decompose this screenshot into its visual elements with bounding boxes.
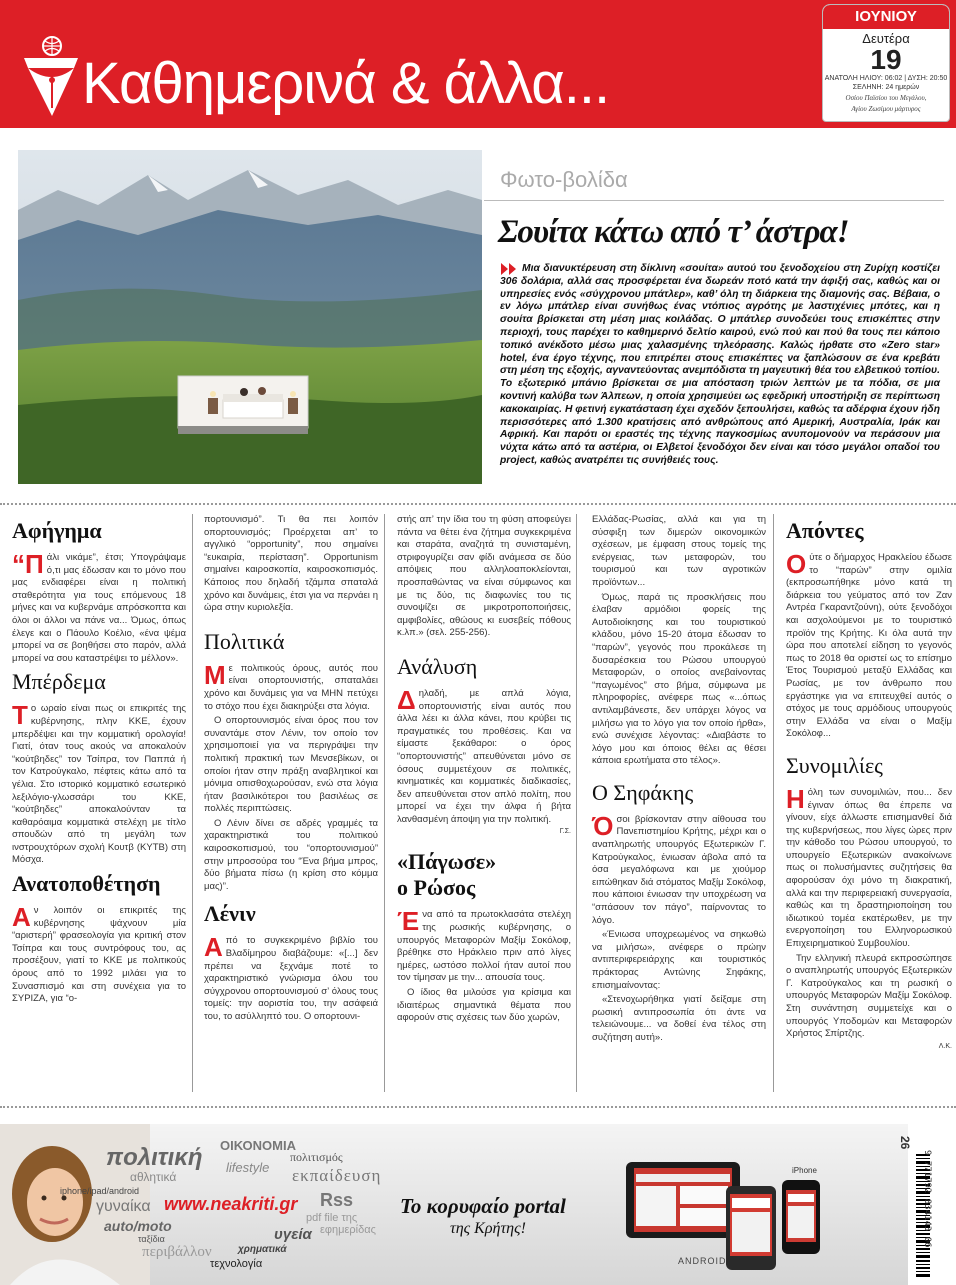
column-rule [773,514,774,1092]
section-divider [0,1106,956,1108]
ad-word: πολιτική [106,1144,203,1171]
ad-word: πολιτισμός [290,1150,343,1164]
article-paragraph: ύτε ο δήμαρχος Ηρακλείου έδωσε το “παρών” στην ομιλία (εκπροσωπήθηκε μόνο κατά τη διάρκεια του γεύματος από τον Ζαν Αντρέα Γκαραντζούνη), ούτε ξενοδόχοι και ασχολούμενοι με το τουριστικό προϊόν της Κρήτης. Κι όλα αυτά την ώρα που αποτελεί είδηση το γεγονός πως το 2018 θα οριστεί ως το επίσημο Έτος Τουρισμού μεταξύ Ελλάδας και Ρωσίας, με τον άνθρωπο που εργάστηκε για να επιτευχθεί αυτός ο στόχος με τους αρμόδιους υπουργούς στην Ελλάδα να είναι ο Μαξίμ Σοκόλοφ... [786,552,952,740]
section-heading: Συνομιλίες [786,752,883,778]
drop-cap: Έ [397,906,420,937]
pen-globe-logo-icon [20,36,80,118]
drop-cap: Μ [204,659,226,690]
article-paragraph: Ο ίδιος θα μιλούσε για κρίσιμα και ιδιαιτέρως σημαντικά θέματα που αφορούν στις σχέσεις των δύο χωρών, [397,987,571,1024]
calendar-month: ΙΟΥΝΙΟΥ [823,5,949,29]
section-heading: Απόντες [786,518,864,543]
column-rule [576,514,577,1092]
section-divider [0,503,956,505]
masthead-bar [0,0,956,128]
article-paragraph: Όμως, παρά τις προσκλήσεις που έλαβαν αρμόδιοι φορείς της Αυτοδιοίκησης και του τουριστικού κλάδου, μόνο 15-20 άτομα έδωσαν το “παρών”, γεγονός που προκάλεσε τη δυσαρέσκεια του Ρώσου υπουργού Μεταφορών, ο οποίος ανεβαίνοντας “παγωμένος” στο βήμα, σύμφωνα με πληροφορίες, ανέφερε πως «...όπως αντιλαμβάνεστε, δεν υπάρχει λόγος να μιλήσω για το λόγο για τον οποίο ήρθα», ενώ συνέχισε λέγοντας: «Διαβάστε το λόγο μου και όποιος θέλει ας θέσει κάποια ερωτήματα στο τέλος». [592,591,766,767]
article-paragraph: ν λοιπόν οι επικριτές της κυβέρνησης ψάχνουν μία “αριστερή” φρασεολογία για κριτική στον Τσίπρα και τους συντρόφους του, ας προσέξουν, γιατί το ΚΚΕ με πολιτικούς όρους από το 1992 μιλάει για το Συνασπισμό και στη συνέχεια για το ΣΥΡΙΖΑ, για “ο- [12,905,186,1005]
section-heading: ο Ρώσος [397,875,476,901]
ad-word: περιβάλλον [142,1244,212,1260]
article-paragraph: στής απ’ την ίδια του τη φύση αποφεύγει πάντα να θέτει ένα ζήτημα συγκεκριμένα και σταράτα, αναζητά τη συνισταμένη, στριφογυρίζει σαν φίδι ανάμεσα σε δύο απόψεις που αλληλοαποκλείονται, προσπαθώντας να είναι σύμφωνος και με τις δύο, τις διαφωνίες του τις συνοψίζει σε μικροτροποποιήσεις, αμφιβολίες, αθώους κι ευσεβείς πόθους κ.λπ.» (σελ. 255-256). [397,514,571,639]
drop-cap: Δ [397,684,416,715]
ad-slogan: της Κρήτης! [450,1220,526,1237]
article-paragraph: όλη των συνομιλιών, που... δεν έγιναν όπως θα έπρεπε να γίνουν, είχε άλλωστε επισημανθεί διά της κυβερνήσεως, που λίγες ώρες πριν την κάθοδο του Ρώσου υπουργού, το υπουργείο Εξωτερικών ανακοίνωνε πως οι πολυσήμαντες συζητήσεις θα αφορούσαν όχι μόνο τη διακρατική, αλλά και την περιφερειακή συνεργασία, καθώς και τη δραστηριοποίηση του ιδιωτικού τομέα εκατέρωθεν, με την ενεργοποίηση του Ελληνορωσικού Επιχειρηματικού Συμβουλίου. [786,786,952,950]
section-heading: Μπέρδεμα [12,669,106,695]
ad-slogan: Το κορυφαίο portal [400,1194,566,1218]
ad-word: γυναίκα [96,1198,151,1215]
section-heading: «Πάγωσε» [397,849,497,875]
feature-photo [18,150,482,484]
calendar-moon: ΣΕΛΗΝΗ: 24 ημερών [852,84,920,91]
ad-word: ΟΙΚΟΝΟΜΙΑ [220,1138,296,1153]
ad-word: εφημερίδας [320,1224,376,1236]
section-heading: Πολιτικά [204,628,285,654]
section-heading: Ανατοποθέτηση [12,871,161,897]
calendar-saints-1: Οσίου Παϊσίου του Μεγάλου, [845,94,927,102]
ad-url[interactable]: www.neakriti.gr [164,1194,298,1214]
drop-cap: Ό [592,810,614,841]
feature-rule [484,200,944,201]
ad-word: εκπαίδευση [292,1166,382,1185]
column-1 [12,514,186,1094]
section-heading: Ο Σηφάκης [592,779,694,805]
article-paragraph: ηλαδή, με απλά λόγια, οπορτουνιστής είναι αυτός που άλλα λέει κι άλλα κάνει, που κρύβει τις πραγματικές του προθέσεις. Και να είμαστε ξεκάθαροι: ο όρος “οπορτουνιστής” απευθύνεται μόνο σε όσους συμμετέχουν σε πολιτικές, κινηματικές και κομματικές διαδικασίες, δεν απευθύνεται στον απλό πολίτη, που μπορεί να έχει την άλφα ή βήτα λανθασμένη άποψη για την πολιτική. [397,687,571,825]
column-rule [384,514,385,1092]
article-paragraph: σοι βρίσκονταν στην αίθουσα του Πανεπιστημίου Κρήτης, μέχρι και ο αναπληρωτής υπουργός Εξωτερικών Γ. Κατρούγκαλος, ένιωσαν άβολα από τα όσα μεγαλόφωνα και με χιούμορ ειπώθηκαν διά στόματος Μαξίμ Σοκόλοφ, που κάποιοι ένιωσαν την υποχρέωση να “σπάσουν τον πάγο”, παίρνοντας το λόγο. [592,813,766,926]
column-5 [786,514,952,1094]
article-paragraph: πορτουνισμό”. Τι θα πει λοιπόν οπορτουνισμός; Προέρχεται απ’ το αγγλικό “opportunity”, που σημαίνει “ευκαιρία, περίσταση”. Opportunism σημαίνει καιροσκοπία, καιροσκοπισμός. Κάποιος που δηλαδή τζάμπα σπαταλά χρόνο και δυνάμεις, έτσι για να περνάει η ώρα στην κυριολεξία. [204,514,378,614]
ad-word: auto/moto [104,1218,172,1234]
calendar-saints-2: Αγίου Ζωσίμου μάρτυρος [851,104,921,113]
barcode-digits: 9 771792 834143 06 [922,1150,932,1248]
column-3 [397,514,571,1094]
article-paragraph: «Στενοχωρήθηκα γιατί δείξαμε στη ρωσική αντιπροσωπία ότι άντε να τελειώνουμε... να δοθεί ένα τέλος στη συζήτηση αυτή». [592,994,766,1043]
section-heading: Αφήγημα [12,518,102,543]
ad-word: lifestyle [226,1160,270,1175]
article-paragraph: πό το συγκεκριμένο βιβλίο του Βλαδίμηρου διαβάζουμε: «[...] δεν πρέπει να ξεχνάμε ποτέ το χαρακτηριστικό γνώρισμα όλου του σύγχρονου οπορτουνισμού σ’ όλους τους τομείς: την αοριστία του, την ασάφειά του, το ασύλληπτό του. Ο οπορτουνι- [204,935,378,1022]
drop-cap: Α [204,932,223,963]
drop-cap: Η [786,783,805,814]
article-paragraph: άλι νικάμε”, έτσι; Υπογράψαμε ό,τι μας έδωσαν και το μόνο που μας ενδιαφέρει είναι η πολιτική σταθερότητα για τους επόμενους 18 μήνες και να κυβερνάμε απρόσκοπτα και όλοι οι άλλοι να πάνε να... Όμως, όπως έλεγε και ο Πάουλο Κοέλιο, «ένα ψέμα μπορεί να σε βοηθήσει στο παρόν, αλλά μπορεί να σου καταστρέψει το μέλλον». [12,552,186,664]
article-paragraph: Την ελληνική πλευρά εκπροσώπησε ο αναπληρωτής υπουργός Εξωτερικών Γ. Κατρούγκαλος και τη ρωσική ο υπουργός Μεταφορών Μαξίμ Σοκόλοφ. Στη συνάντηση συμμετείχε και ο υπουργός Υποδομών και Μεταφορών Χρήστος Σπίρτζης. [786,952,952,1040]
section-heading: Λένιν [204,901,256,927]
drop-cap: Ο [786,549,807,579]
article-paragraph: Ο οπορτουνισμός είναι όρος που τον συναντάμε στον Λένιν, τον οποίο τον χρησιμοποιεί για να περιγράψει την πολιτική πρακτική των Μενσεβίκων, οι οποίοι ήταν στην πράξη αναβλητικοί και μόνιμα οπισθοχωρούσαν, ενώ στα λόγια ήταν βασιλικότεροι του βασιλέως σε πολλές περιπτώσεις. [204,715,378,815]
calendar-weekday: Δευτέρα [862,31,910,46]
ad-word: υγεία [274,1226,312,1243]
feature-kicker: Φωτο-βολίδα [500,167,628,192]
drop-cap: Α [12,902,31,933]
article-paragraph: Ελλάδας-Ρωσίας, αλλά και για τη σύσφιξη των διμερών οικονομικών σχέσεων, με έμφαση στους τομείς της ενέργειας, των μεταφορών, του τουρισμού και των αγροτικών προϊόντων... [592,514,766,588]
ad-word: Rss [320,1190,354,1210]
ad-word: pdf file της [306,1212,358,1224]
article-paragraph: να από τα πρωτοκλασάτα στελέχη της ρωσικής κυβέρνησης, ο υπουργός Μεταφορών Μαξίμ Σοκόλοφ, βρέθηκε στο Ηράκλειο πριν από λίγες ημέρες, ωστόσο πολλοί ήταν αυτοί που τον τίμησαν με την... απουσία τους. [397,909,571,984]
drop-cap: Τ [12,700,28,731]
ad-word: χρηματικά [238,1244,287,1255]
article-paragraph: ε πολιτικούς όρους, αυτός που είναι οπορτουνιστής, σπαταλάει χρόνο και δυνάμεις για να ΜΗΝ πετύχει το στόχο που έχει διακηρύξει στα λόγια. [204,662,378,712]
column-4 [592,514,766,1094]
android-label: ANDROID [678,1256,727,1266]
column-rule [192,514,193,1092]
column-2 [204,514,378,1094]
ad-word: αθλητικά [130,1170,177,1184]
article-paragraph: Ο Λένιν δίνει σε αδρές γραμμές τα χαρακτηριστικά του πολιτικού καιροσκοπισμού, του “οπορτουνισμού” στην μπροσούρα του “Ένα βήμα μπρος, δύο βήματα πίσω (η κρίση στο κόμμα μας)”. [204,817,378,892]
barcode [914,1124,952,1282]
drop-cap: “Π [12,549,44,579]
article-paragraph: «Ένιωσα υποχρεωμένος να σηκωθώ να μιλήσω», ανέφερε ο πρώην αντιπεριφερειάρχης και τουριστικός πράκτορας Αντώνης Σηφάκης, επισημαίνοντας: [592,929,766,991]
ad-word: ταξίδια [138,1234,165,1244]
section-heading: Ανάλυση [397,653,478,679]
neakriti-advertisement[interactable] [0,1124,908,1285]
date-calendar [822,4,950,122]
author-initials: Λ.Κ. [938,1042,952,1050]
calendar-day-number: 19 [870,44,902,75]
ad-word: τεχνολογία [210,1258,263,1270]
article-paragraph: ο ωραίο είναι πως οι επικριτές της κυβέρνησης, πλην ΚΚΕ, έχουν μπερδέψει και την κομματική ορολογία! Γιατί, όταν τους ακούς να αποκαλούν “κούτβηδες” τον Τσίπρα, τον Παππά ή τον Κατρούγκαλο, πέφτεις κάτω από τα γέλια. Στο ιστορικό κομματικό εσωτερικό λεξιλόγιο-γλωσσάρι του ΚΚΕ, “κούτβηδες” αποκαλούνταν τα καθαρόαιμα κομματικά στελέχη με τίτλο σπουδών από τη μεγάλη των ινστρουχτόρων σχολή Κουτβ (ΚΥΤΒ) στη Μόσχα. [12,703,186,866]
iphone-label: iPhone [792,1166,817,1175]
feature-body: Μια διανυκτέρευση στη δίκλινη «σουίτα» αυτού του ξενοδοχείου στη Ζυρίχη κοστίζει 306 δολάρια, αλλά σας προσφέρεται ένα δωρεάν ποτό κατά την άφιξή σας, καθώς και οι υπηρεσίες ενός «σύγχρονου μπάτλερ», καθ’ όλη τη διάρκεια της διαμονής σας. Βέβαια, ο εν λόγω μπάτλερ είναι συνήθως ένας ντόπιος αγρότης με λαστιχένιες μπότες, και η σουίτα βρίσκεται στη μέση μιας κοιλάδας. Ο μπάτλερ συνοδεύει τους επισκέπτες στην περιοχή, τους παρέχει το καθημερινό δελτίο καιρού, ενώ πού και πού θα τους πει κάποιο τοπικό ανέκδοτο μέσω μιας χαλασμένης τηλεόρασης. Καλώς ήρθατε στο «Zero star» hotel, ένα έργο τέχνης, που επιτρέπει στους επισκέπτες να ξαπλώσουν σε ένα κρεβάτι στη μέση της εξοχής, αγναντεύοντας ανεμπόδιστα τη μαγευτική θέα του ελβετικού τοπίου. Το εξωτερικό μπάνιο βρίσκεται σε μια απόσταση τριών λεπτών με τα πόδια, σε μια κοντινή καλύβα των Άλπεων, η οποία χρησιμεύει ως εφεδρική υποστήριξη σε περίπτωση κακοκαιρίας. Η φετινή εγκατάσταση έχει σχεδόν ξεπουλήσει, καθώς τα αδέρφια έχουν ήδη περισσότερες από 1.300 κρατήσεις από ανθρώπους από Αμερική, Αυστραλία, Ιράκ και Αφρική. Και παρότι οι εραστές της τέχνης παγκοσμίως ανυπομονούν να περάσουν μια νύχτα κάτω από τα αστέρια, οι Ελβετοί ξενοδόχοι δεν είναι και τόσο μεγάλοι οπαδοί του project, καθώς ανατρέπει τις συνήθειές τους. [500,263,940,466]
feature-title: Σουίτα κάτω από τ’ άστρα! [498,214,849,250]
ad-word: iphone/ipad/android [60,1186,140,1196]
page-number: 26 [898,1136,912,1150]
calendar-sun-times: ΑΝΑΤΟΛΗ ΗΛΙΟΥ: 06:02 | ΔΥΣΗ: 20:50 [824,75,948,82]
author-initials: Γ.Σ. [559,828,571,836]
page-title: Καθημερινά & άλλα... [82,51,610,116]
devices-icon [622,1134,832,1270]
